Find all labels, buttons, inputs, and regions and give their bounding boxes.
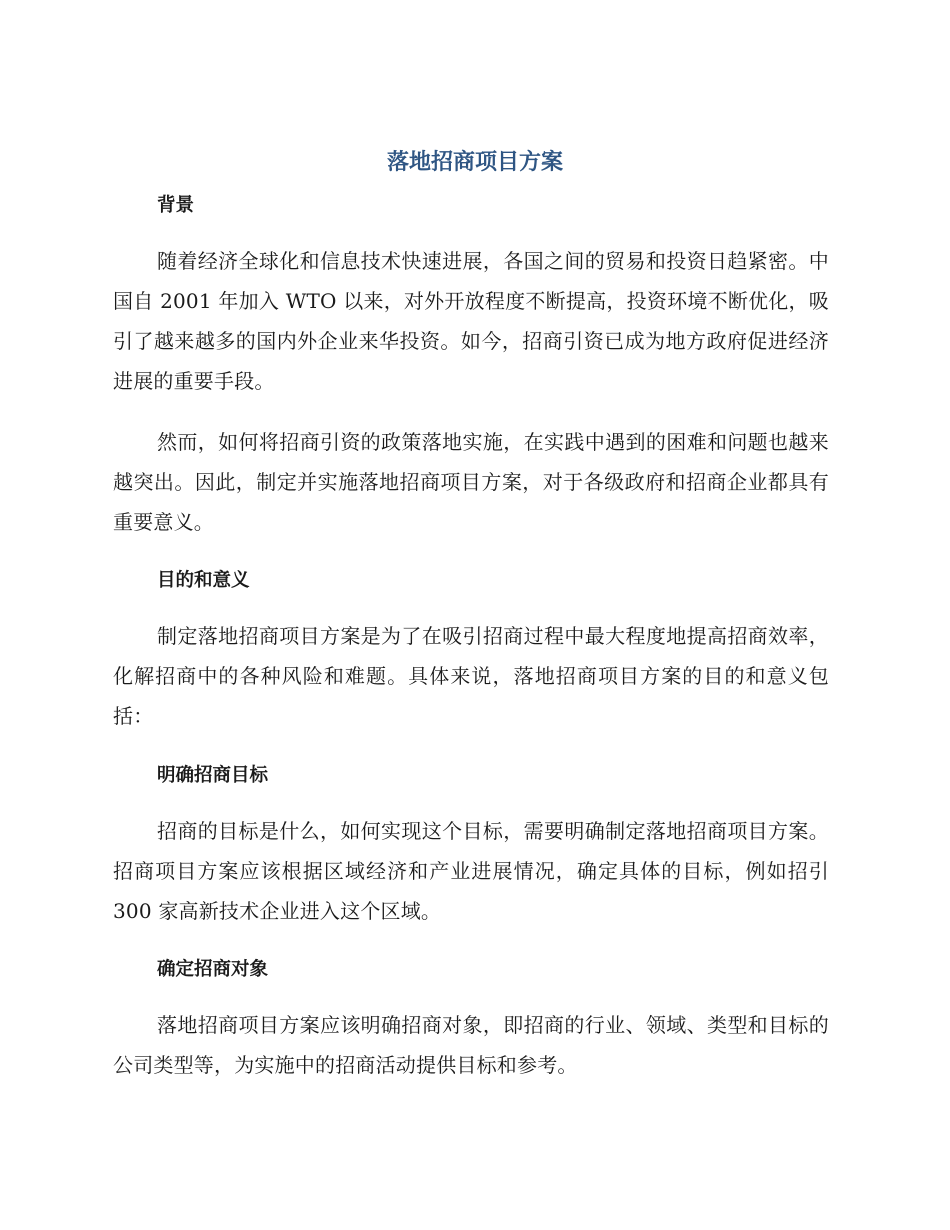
paragraph-objects-1: 落地招商项目方案应该明确招商对象，即招商的行业、领域、类型和目标的公司类型等，为实施中的招商活动提供目标和参考。 bbox=[113, 1013, 829, 1077]
section-heading-targets: 明确招商目标 bbox=[157, 765, 269, 786]
section-heading-purpose: 目的和意义 bbox=[157, 570, 250, 591]
document-title: 落地招商项目方案 bbox=[386, 150, 563, 175]
section-heading-background: 背景 bbox=[157, 195, 195, 216]
paragraph-background-2: 然而，如何将招商引资的政策落地实施，在实践中遇到的困难和问题也越来越突出。因此，制定并实施落地招商项目方案，对于各级政府和招商企业都具有重要意义。 bbox=[113, 430, 829, 534]
section-heading-objects: 确定招商对象 bbox=[157, 959, 269, 980]
paragraph-targets-1: 招商的目标是什么，如何实现这个目标，需要明确制定落地招商项目方案。招商项目方案应该根据区域经济和产业进展情况，确定具体的目标，例如招引 300 家高新技术企业进入这个区域。 bbox=[113, 819, 829, 923]
paragraph-background-1: 随着经济全球化和信息技术快速进展，各国之间的贸易和投资日趋紧密。中国自 2001 年加入 WTO 以来，对外开放程度不断提高，投资环境不断优化，吸引了越来越多的国内外企业来华投资。如今，招商引资已成为地方政府促进经济进展的重要手段。 bbox=[113, 249, 829, 393]
paragraph-purpose-1: 制定落地招商项目方案是为了在吸引招商过程中最大程度地提高招商效率，化解招商中的各种风险和难题。具体来说，落地招商项目方案的目的和意义包括： bbox=[113, 624, 829, 728]
